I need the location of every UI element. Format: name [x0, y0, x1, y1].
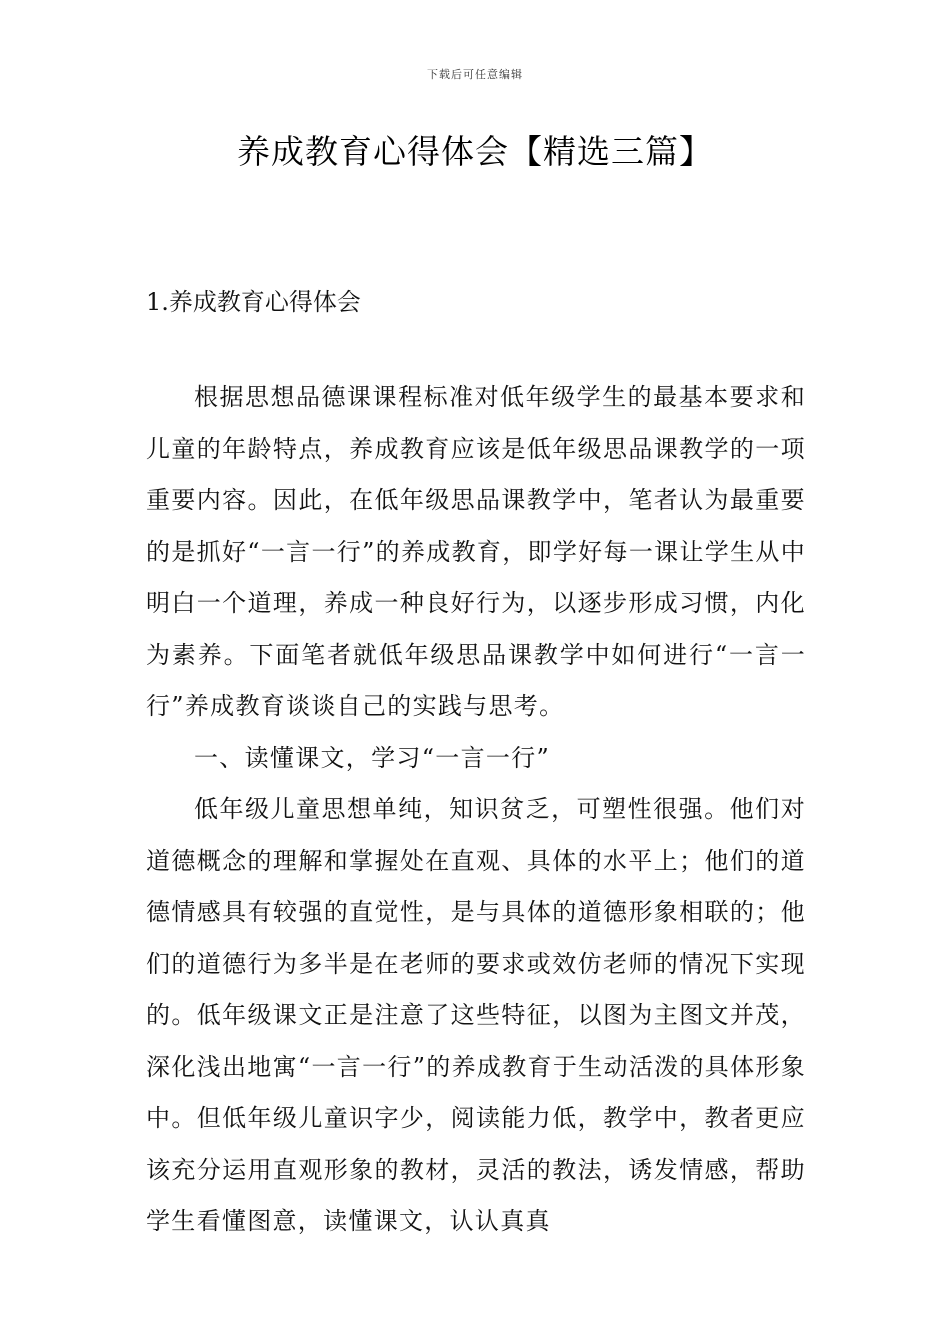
section-heading: 1.养成教育心得体会 — [146, 288, 361, 316]
document-title: 养成教育心得体会【精选三篇】 — [237, 132, 713, 171]
document-body — [146, 372, 806, 1248]
paragraph-intro: 根据思想品德课课程标准对低年级学生的最基本要求和儿童的年龄特点，养成教育应该是低年级思品课教学的一项重要内容。因此，在低年级思品课教学中，笔者认为最重要的是抓好“一言一行”的养成教育，即学好每一课让学生从中明白一个道理，养成一种良好行为，以逐步形成习惯，内化为素养。下面笔者就低年级思品课教学中如何进行“一言一行”养成教育谈谈自己的实践与思考。 — [146, 383, 806, 720]
header-note: 下载后可任意编辑 — [427, 68, 523, 81]
paragraph-subheading: 一、读懂课文，学习“一言一行” — [194, 743, 551, 772]
paragraph-content: 低年级儿童思想单纯，知识贫乏，可塑性很强。他们对道德概念的理解和掌握处在直观、具体的水平上；他们的道德情感具有较强的直觉性，是与具体的道德形象相联的；他们的道德行为多半是在老师的要求或效仿老师的情况下实现的。低年级课文正是注意了这些特征，以图为主图文并茂，深化浅出地寓“一言一行”的养成教育于生动活泼的具体形象中。但低年级儿童识字少，阅读能力低，教学中，教者更应该充分运用直观形象的教材，灵活的教法，诱发情感，帮助学生看懂图意，读懂课文，认认真真 — [146, 795, 806, 1235]
